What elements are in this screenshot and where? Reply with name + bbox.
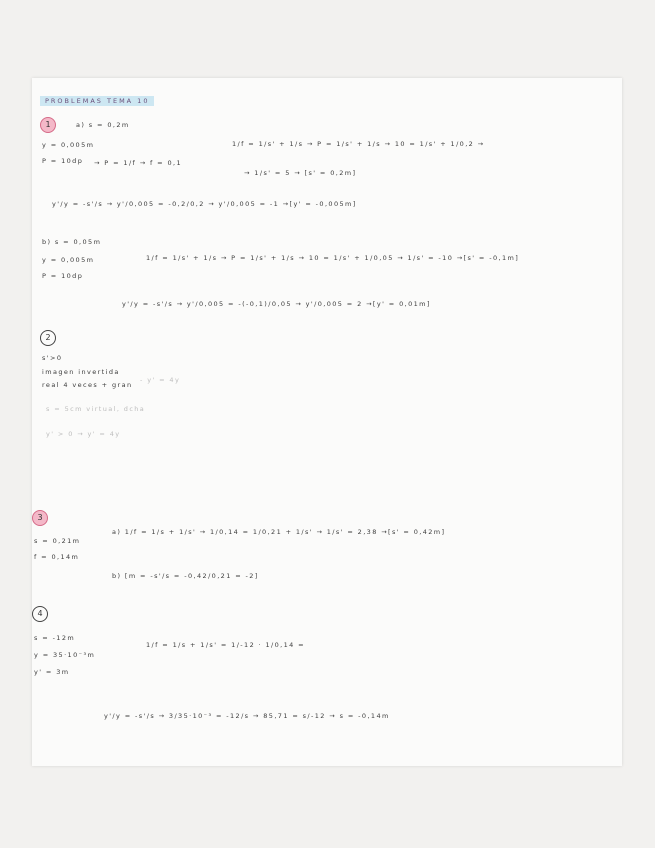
p2-line-3: real 4 veces + gran: [42, 381, 133, 389]
problem-number-1: 1: [40, 117, 56, 133]
p2-faint-note-2: s = 5cm virtual, dcha: [46, 405, 146, 413]
p3-given-f: f = 0,14m: [34, 553, 80, 561]
p2-faint-note-3: y' > 0 → y' = 4y: [46, 430, 121, 438]
p1-given-y: y = 0,005m: [42, 141, 95, 149]
p4-given-y-prime: y' = 3m: [34, 668, 70, 676]
page-title: PROBLEMAS TEMA 10: [40, 96, 154, 106]
p4-equation-2: y'/y = -s'/s → 3/35·10⁻³ = -12/s → 85,71 = s/-12 → s = -0,14m: [104, 712, 390, 720]
p1b-equation-1: 1/f = 1/s' + 1/s → P = 1/s' + 1/s → 10 = 1/s' + 1/0,05 → 1/s' = -10 →[s' = -0,1m]: [146, 254, 520, 262]
p4-equation-1: 1/f = 1/s + 1/s' = 1/-12 · 1/0,14 =: [146, 641, 306, 649]
p1-part-b: b) s = 0,05m: [42, 238, 102, 246]
p1-equation-2: → P = 1/f → f = 0,1: [94, 159, 183, 167]
problem-number-3: 3: [32, 510, 48, 526]
p2-line-2: imagen invertida: [42, 368, 120, 376]
p1-part-a: a) s = 0,2m: [76, 121, 130, 129]
p2-line-1: s'>0: [42, 354, 63, 362]
p1-equation-1: 1/f = 1/s' + 1/s → P = 1/s' + 1/s → 10 = 1/s' + 1/0,2 →: [232, 140, 485, 148]
p3-equation-1: a) 1/f = 1/s + 1/s' → 1/0,14 = 1/0,21 + 1/s' → 1/s' = 2,38 →[s' = 0,42m]: [112, 528, 446, 536]
p1b-equation-2: y'/y = -s'/s → y'/0,005 = -(-0,1)/0,05 → y'/0,005 = 2 →[y' = 0,01m]: [122, 300, 431, 308]
notebook-page: [32, 78, 622, 766]
p3-equation-2: b) [m = -s'/s = -0,42/0,21 = -2]: [112, 572, 259, 580]
p1-equation-3: → 1/s' = 5 → [s' = 0,2m]: [244, 169, 357, 177]
p2-faint-note-1: - y' = 4y: [140, 376, 181, 384]
p3-given-s: s = 0,21m: [34, 537, 81, 545]
p1-equation-4: y'/y = -s'/s → y'/0,005 = -0,2/0,2 → y'/0,005 = -1 →[y' = -0,005m]: [52, 200, 357, 208]
p4-given-y: y = 35·10⁻³m: [34, 651, 96, 659]
problem-number-4: 4: [32, 606, 48, 622]
p1-given-p: P = 10dp: [42, 157, 84, 165]
problem-number-2: 2: [40, 330, 56, 346]
p1b-given-y: y = 0,005m: [42, 256, 95, 264]
p1b-given-p: P = 10dp: [42, 272, 84, 280]
p4-given-s: s = -12m: [34, 634, 76, 642]
